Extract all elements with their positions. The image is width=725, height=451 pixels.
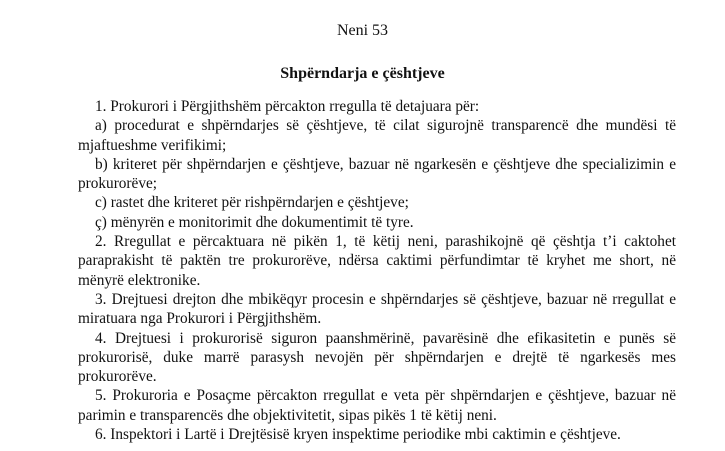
- paragraph-4: 4. Drejtuesi i prokurorisë siguron paanshmërinë, pavarësinë dhe efikasitetin e punës së prokurorisë, duke marrë parasysh nevojën për shpërndarjen e drejtë të ngarkesës mes prokurorëve.: [78, 329, 676, 386]
- paragraph-1a: a) procedurat e shpërndarjes së çështjeve, të cilat sigurojnë transparencë dhe mundësi të mjaftueshme verifikimi;: [78, 117, 676, 154]
- paragraph-1b: b) kriteret për shpërndarjen e çështjeve, bazuar në ngarkesën e çështjeve dhe specializimin e prokurorëve;: [78, 155, 676, 193]
- paragraph-1: 1. Prokurori i Përgjithshëm përcakton rregulla të detajuara për:: [95, 98, 480, 115]
- article-number: Neni 53: [336, 22, 389, 39]
- paragraph-1cc: ç) mënyrën e monitorimit dhe dokumentimit të tyre.: [95, 213, 414, 231]
- paragraph-1c: c) rastet dhe kriteret për rishpërndarjen e çështjeve;: [95, 194, 409, 212]
- paragraph-3: 3. Drejtuesi drejton dhe mbikëqyr procesin e shpërndarjes së çështjeve, bazuar në rregullat e miratuara nga Prokurori i Përgjithshëm.: [78, 290, 676, 328]
- paragraph-6: 6. Inspektori i Lartë i Drejtësisë kryen inspektime periodike mbi caktimin e çështjeve.: [95, 426, 621, 444]
- article-title: Shpërndarja e çështjeve: [280, 65, 445, 82]
- article-body: [78, 97, 676, 444]
- paragraph-5: 5. Prokuroria e Posaçme përcakton rregullat e veta për shpërndarjen e çështjeve, bazuar në parimin e transparencës dhe objektivitetit, sipas pikës 1 të këtij neni.: [78, 387, 676, 424]
- paragraph-2: 2. Rregullat e përcaktuara në pikën 1, të këtij neni, parashikojnë që çështja t’i caktohet paraprakisht të paktën tre prokurorëve, ndërsa caktimi përfundimtar të kryhet me short, në mënyrë elektronike.: [78, 233, 676, 289]
